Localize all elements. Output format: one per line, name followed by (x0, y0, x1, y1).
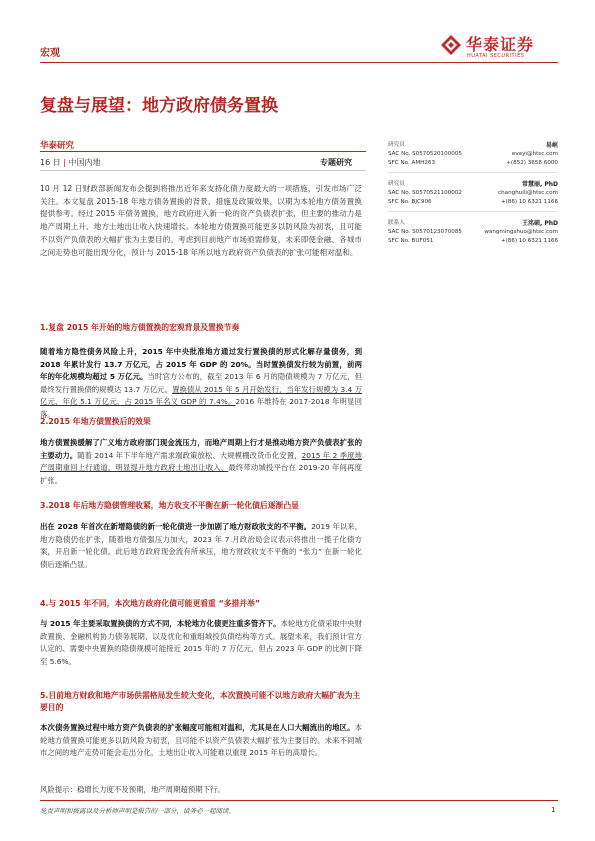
section-lead: 与 2015 年主要采取置换债的方式不同，本轮地方化债更注重多管齐下。 (40, 619, 281, 628)
report-date: 16 日 (40, 158, 61, 167)
analyst-email[interactable]: changhuili@htsc.com (498, 190, 558, 197)
analyst-block (388, 180, 558, 208)
analyst-divider (388, 211, 558, 212)
report-type: 专题研究 (320, 158, 352, 167)
section-text: 随着 2014 年下半年地产需求端政策放松、大规模棚改货币化安置， (77, 450, 302, 460)
section-heading: 1.复盘 2015 年开始的地方债置换的宏观背景及置换节奏 (40, 323, 240, 332)
research-dept: 华泰研究 (40, 141, 75, 151)
analyst-name: 王洺硕, PhD (521, 220, 558, 227)
section-body (40, 618, 362, 668)
analyst-phone: +(852) 3658 6000 (506, 160, 558, 167)
section-body (40, 722, 362, 760)
section-lead: 出在 2028 年首次在新增隐债的新一轮化债进一步加剧了地方财政收支的不平衡。 (40, 522, 312, 531)
huatai-logo (440, 30, 558, 64)
analyst-block (388, 219, 558, 247)
section-text-tail: 最终带动城投平台在 2019-20 年间再度扩张。 (40, 463, 362, 485)
section-lead: 随着地方隐性债务风险上升，2015 年中央批准地方通过发行置换债的形式化解存量债务，到 2018 年累计发行 13.7 万亿元，占 2015 年 GDP 的 20%。当时置换债发行较为前置，前两年的年化规模均超过 5 万亿元。 (40, 347, 362, 381)
section-lead: 地方债置换缓解了广义地方政府部门现金流压力，而地产周期上行才是推动地方资产负债表扩张的主要动力。 (40, 438, 362, 460)
report-title: 复盘与展望：地方政府债务置换 (40, 96, 278, 116)
header-divider (40, 62, 558, 63)
analyst-phone: +(86) 10 6321 1166 (500, 199, 558, 206)
disclaimer: 免责声明和披露以及分析师声明是报告的一部分，请务必一起阅读。 (40, 807, 235, 815)
analyst-email[interactable]: evayi@htsc.com (511, 151, 558, 158)
section-text: 本轮地方债置换可能更多以防风险为初衷，且可能不以资产负债表大幅扩张为主要目的。未来不同城市之间的地产走势可能会走出分化，土地出让收入可能难以重现 2015 年后的高增长。 (40, 723, 362, 757)
report-region: 中国内地 (68, 158, 101, 167)
section-heading: 3.2018 年后地方隐债管理收紧，地方收支不平衡在新一轮化债后逐渐凸显 (40, 501, 299, 510)
section-heading: 5.目前地方财政和地产市场供需格局发生较大变化，本次置换可能不以地方政府大幅扩表为主要目的 (40, 691, 361, 712)
section-lead: 本次债务置换过程中地方资产负债表的扩张幅度可能相对温和，尤其是在人口大幅流出的地区。 (40, 723, 355, 732)
analyst-sac: SAC No. S0570521100002 (388, 190, 462, 197)
meta-separator: | (63, 158, 66, 167)
analyst-sfc: SFC No. BUF051 (388, 238, 434, 245)
report-meta (40, 157, 101, 168)
section-body (40, 437, 362, 487)
analyst-phone: +(86) 10 6321 1166 (500, 238, 558, 245)
analyst-email[interactable]: wangmingshuo@htsc.com (484, 229, 558, 236)
section-highlight: 2015 年 2 季度地产周期重回上行通道，明显提升地方政府土地出让收入， (40, 450, 362, 472)
footer-divider (40, 800, 558, 801)
section-text: 当时官方公布的，截至 2013 年 6 月的隐债规模为 7 万亿元，但最终发行置换债的规模达 13.7 万亿元。 (40, 372, 362, 394)
analyst-sfc: SFC No. BJC906 (388, 199, 432, 206)
section-text: 2019 年以来，地方隐债仍在扩张，随着地方债强压力加大，2023 年 7 月政治局会议表示将推出一揽子化债方案，开启新一轮化债。此后地方政府现金流有所承压，地方财政收支不平衡的 “张力” 在新一轮化债后逐渐凸显。 (40, 522, 362, 569)
analyst-name: 易峘 (545, 142, 558, 149)
risk-warning: 风险提示：稳增长力度不及预期，地产周期超预期下行。 (40, 785, 225, 794)
section-heading: 4.与 2015 年不同，本次地方政府化债可能更看重 “多措并举” (40, 599, 261, 608)
analyst-role: 联系人 (388, 220, 405, 226)
analyst-sfc: SFC No. AMH263 (388, 160, 436, 167)
section-body (40, 346, 362, 421)
meta-divider-bottom (40, 170, 366, 171)
section-text-tail: 2016 年维持在 2017-2018 年明显回落。 (40, 397, 362, 419)
analyst-sac: SAC No. S0570123070085 (388, 229, 462, 236)
page-number: 1 (551, 806, 556, 814)
logo-text-cn: 华泰证券 (466, 35, 535, 54)
analyst-role: 研究员 (388, 181, 405, 187)
meta-divider-top (40, 151, 366, 152)
section-heading: 2.2015 年地方债置换后的效果 (40, 417, 151, 426)
section-text: 本轮地方化债采取中央财政置换、金融机构协力债务展期、以及优化和重组城投负债结构等方式。展望未来，我们预计官方认定的、需要中央置换的隐债规模可能接近 2015 年的 7 万亿元，但占 2023 年 GDP 的比例下降至 5.6%。 (40, 619, 362, 666)
analyst-divider (388, 172, 558, 173)
section-highlight: 置换债从 2015 年 5 月开始发行，当年发行规模为 3.4 万亿元、年化 5.1 万亿元，占 2015 年名义 GDP 的 7.4%。 (40, 384, 362, 406)
section-body (40, 521, 362, 571)
analyst-role: 研究员 (388, 142, 405, 148)
analyst-name: 常慧丽, PhD (521, 181, 558, 188)
huatai-logo-icon (440, 34, 462, 56)
logo-text-en: HUATAI SECURITIES (467, 53, 525, 59)
analyst-block (388, 141, 558, 169)
intro-paragraph: 10 月 12 日财政部新闻发布会提到将推出近年来支持化债力度最大的一项措施，引发市场广泛关注。本文复盘 2015-18 年地方债务置换的背景、措施及政策效果，以期为本轮地方债务置换提供参考。经过 2015 年债务置换，地方政府进入新一轮的资产负债表扩张，但主要的推动力是地产周期上升、地方土地出让收入快速增长。本轮地方债置换可能更多以防风险为初衷，且可能不以资产负债表的大幅扩张为主要目的。考虑到目前地产市场亟需修复，未来即使金融、各城市之间走势也可能出现分化，预计与 2015-18 年所以地方政府资产负债表的扩张可能相对温和。 (40, 184, 362, 257)
analyst-sac: SAC No. S0570520100005 (388, 151, 462, 158)
report-category: 宏观 (40, 48, 60, 59)
